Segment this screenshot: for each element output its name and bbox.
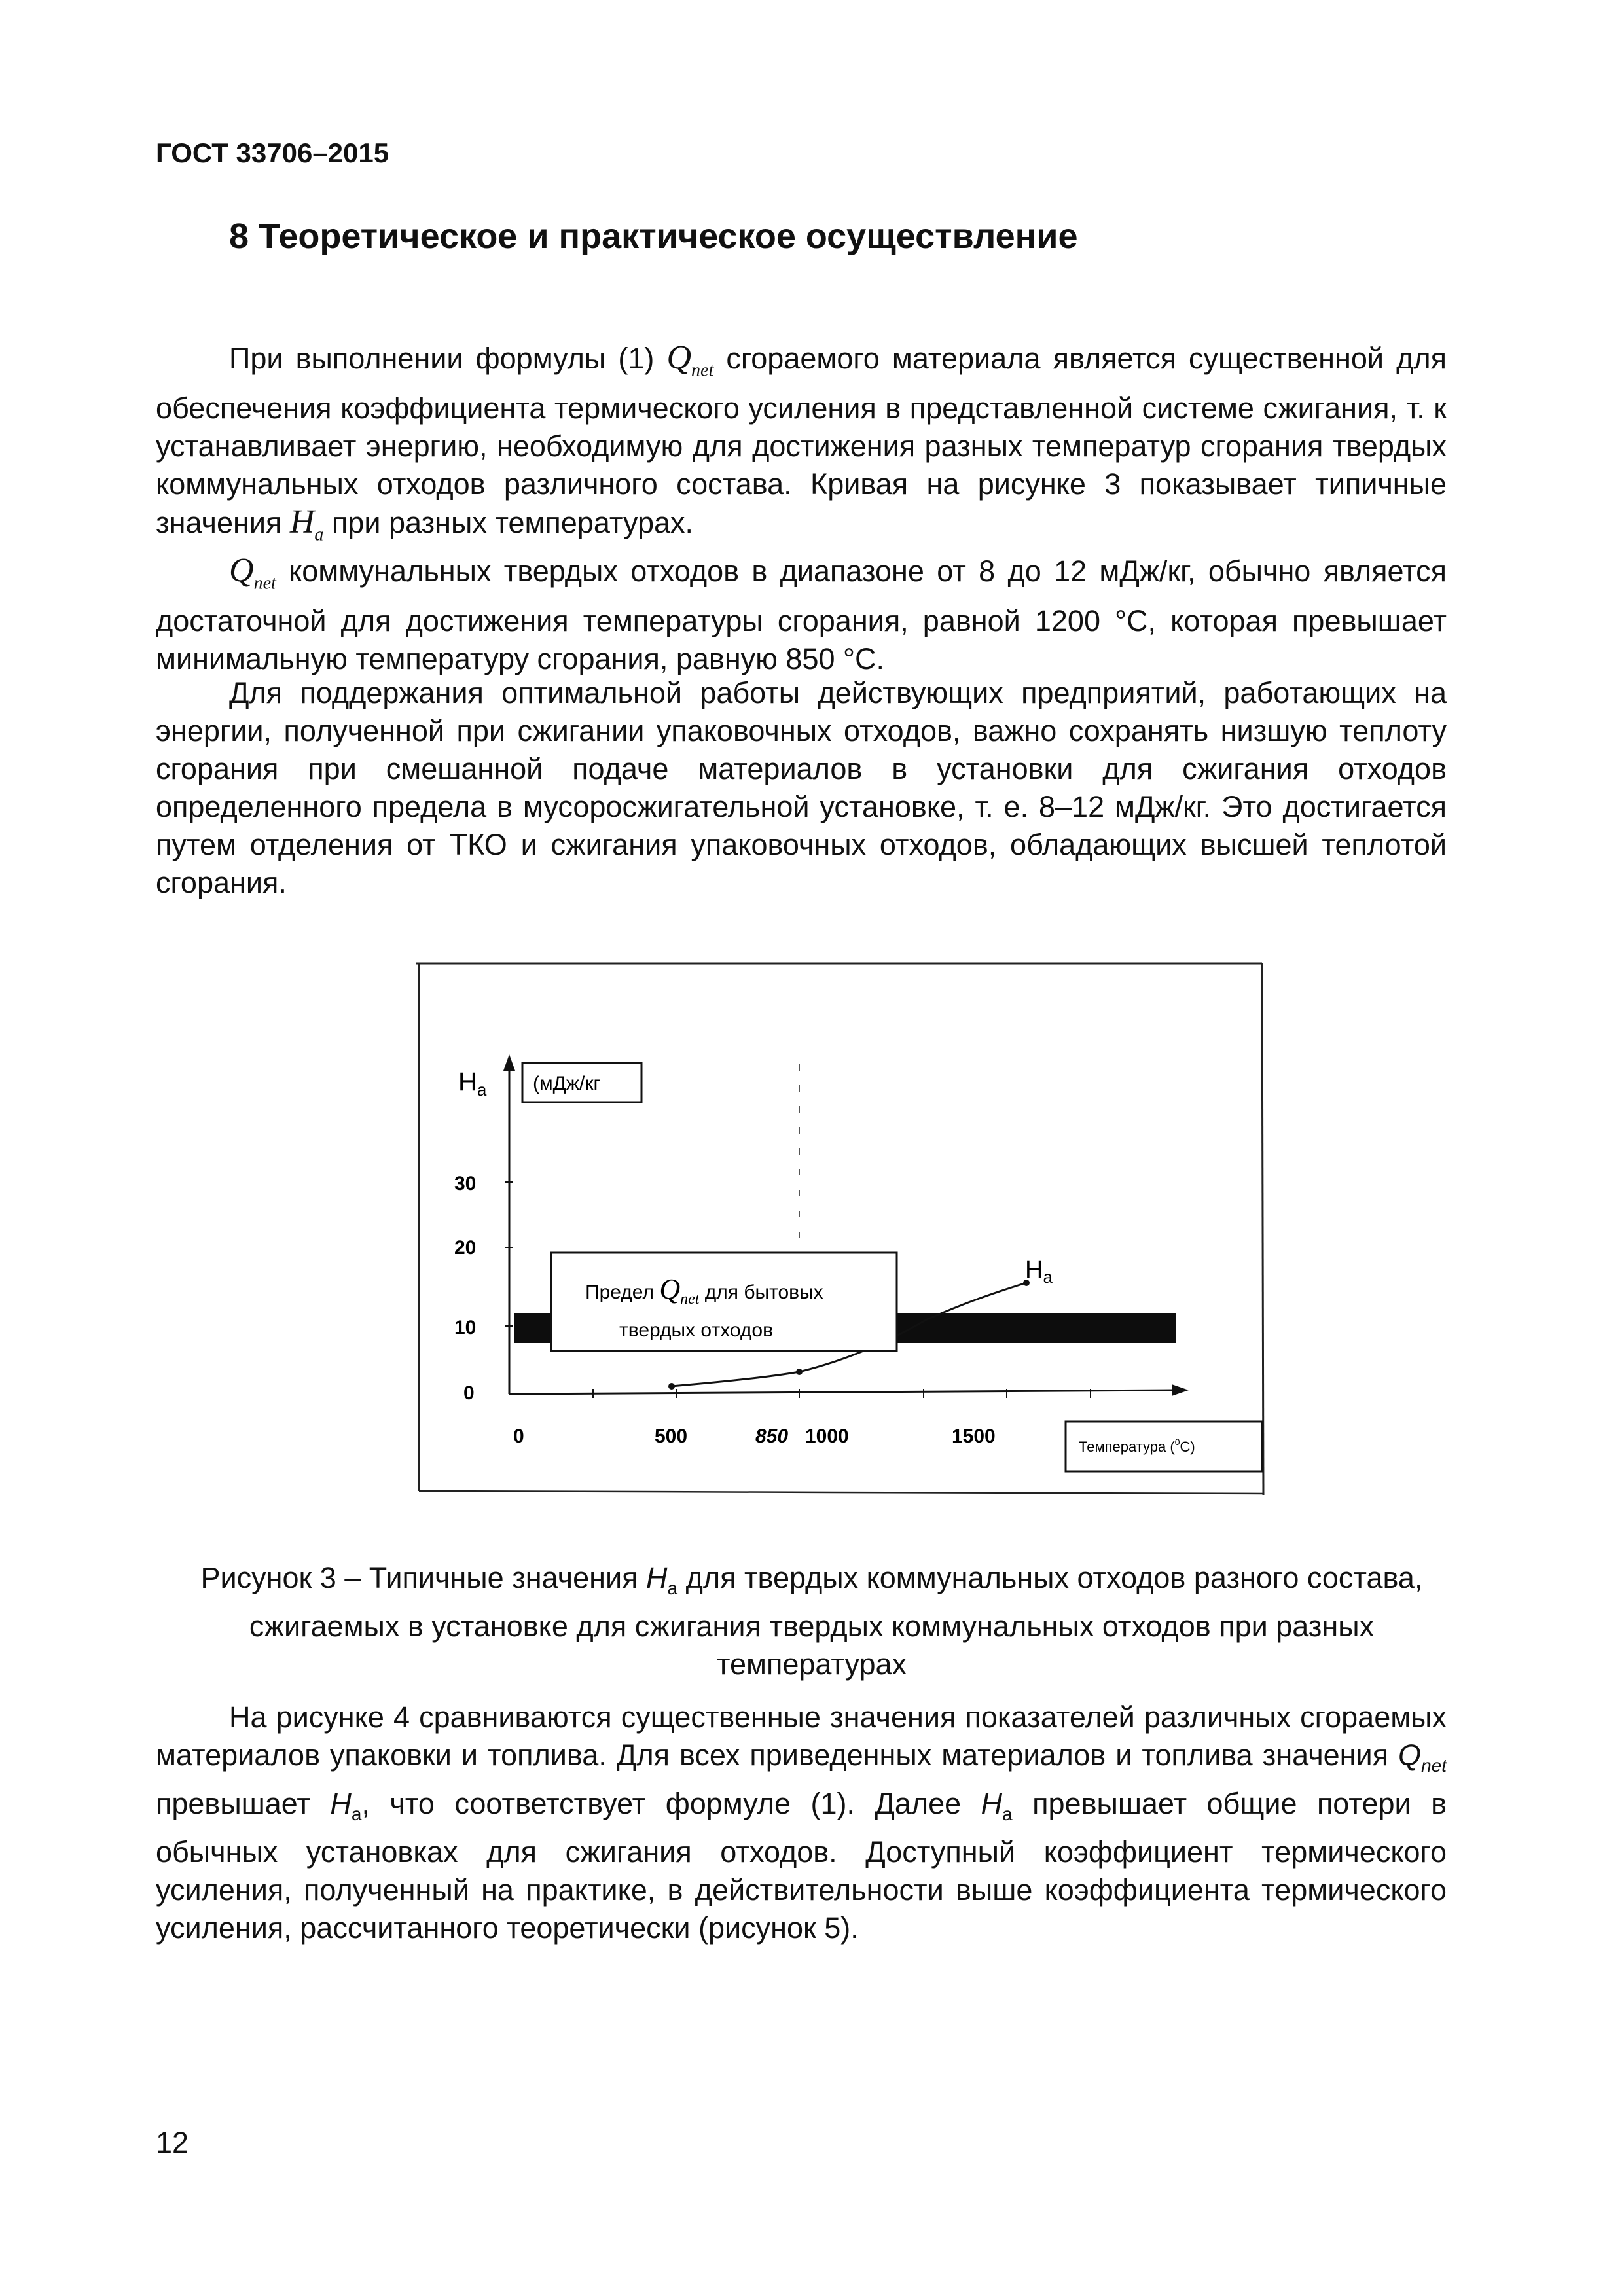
q-net-symbol: $Q_{net}$ xyxy=(666,339,714,381)
figure-3-graphic xyxy=(416,960,1267,1496)
h-a-symbol: $H_a$ xyxy=(330,1787,362,1824)
qnet-legend-line-1: Предел $Q_{net}$ для бытовых xyxy=(585,1273,823,1308)
y-axis-label: $H_a$ xyxy=(458,1067,487,1100)
h-a-symbol: $H_a$ xyxy=(981,1787,1013,1824)
p2-text: коммунальных твердых отходов в диапазоне от 8 до 12 мДж/кг, обычно является достаточной для достижения температуры сгорания, равной 1200 °С, которая превышает минимальную температуру сгорания, равную 850 °С. xyxy=(156,554,1447,676)
h-a-symbol: $H_a$ xyxy=(645,1561,678,1598)
x-axis-label: Температура ($^0$С) xyxy=(1079,1437,1195,1455)
paragraph-1 xyxy=(156,339,1447,554)
ha-curve-label: $H_a$ xyxy=(1025,1256,1053,1287)
x-tick-label-1500: 1500 xyxy=(952,1426,996,1447)
frame-right xyxy=(1262,963,1263,1495)
y-axis-arrow xyxy=(503,1054,515,1071)
x-tick-label-500: 500 xyxy=(655,1426,688,1447)
y-tick-label-20: 20 xyxy=(454,1237,477,1259)
p4-text-c: , что соответствует формуле (1). Далее xyxy=(361,1787,981,1820)
caption-text-a: Рисунок 3 – Типичные значения xyxy=(200,1561,646,1594)
p4-text-d: превышает общие потери в обычных установках для сжигания отходов. Доступный коэффициент термического усиления, полученный на практике, в действительности выше коэффициента термического усиления, рассчитанного теоретически (рисунок 5). xyxy=(156,1787,1447,1945)
y-tick-label-30: 30 xyxy=(454,1173,477,1194)
ha-curve-point xyxy=(796,1369,803,1375)
section-heading: 8 Теоретическое и практическое осуществление xyxy=(229,217,1078,256)
p1-text-a: При выполнении формулы (1) xyxy=(229,342,667,375)
x-tick-label-850: 850 xyxy=(755,1426,789,1447)
paragraph-3 xyxy=(156,674,1447,902)
page-number: 12 xyxy=(156,2126,189,2159)
figure-3-caption xyxy=(156,1559,1468,1683)
p4-text-a: На рисунке 4 сравниваются существенные значения показателей различных сгораемых материалов упаковки и топлива. Для всех приведенных материалов и топлива значения xyxy=(156,1700,1447,1772)
x-tick-label-0: 0 xyxy=(513,1426,524,1447)
p1-text-c: при разных температурах. xyxy=(323,506,694,540)
q-net-symbol: $Q_{net}$ xyxy=(229,552,276,594)
p4-text-b: превышает xyxy=(156,1787,331,1820)
document-header: ГОСТ 33706–2015 xyxy=(156,137,389,168)
frame-bottom xyxy=(419,1491,1263,1494)
paragraph-4 xyxy=(156,1698,1447,1947)
y-unit-label: (мДж/кг xyxy=(533,1073,601,1094)
x-axis xyxy=(509,1390,1174,1394)
x-tick-label-1000: 1000 xyxy=(805,1426,849,1447)
figure-3 xyxy=(416,960,1267,1496)
q-net-symbol: $Q_{net}$ xyxy=(1398,1738,1447,1776)
h-a-symbol: $H_a$ xyxy=(289,503,324,545)
qnet-legend-line-2: твердых отходов xyxy=(619,1319,774,1341)
x-axis-arrow xyxy=(1172,1384,1189,1396)
y-tick-label-0: 0 xyxy=(463,1382,475,1404)
ha-curve-point xyxy=(668,1383,675,1390)
caption-text-b: для твердых коммунальных отходов разного состава, сжигаемых в установке для сжигания твердых коммунальных отходов при разных температурах xyxy=(249,1561,1423,1681)
paragraph-2 xyxy=(156,552,1447,678)
y-tick-label-10: 10 xyxy=(454,1317,477,1338)
p1-text-b: сгораемого материала является существенной для обеспечения коэффициента термического усиления в представленной системе сжигания, т. к устанавливает энергию, необходимую для достижения разных температур сгорания твердых коммунальных отходов различного состава. Кривая на рисунке 3 показывает типичные значения xyxy=(156,342,1447,540)
p3-text: Для поддержания оптимальной работы действующих предприятий, работающих на энергии, полученной при сжигании упаковочных отходов, важно сохранять низшую теплоту сгорания при смешанной подаче материалов в установки для сжигания отходов определенного предела в мусоросжигательной установке, т. е. 8–12 мДж/кг. Это достигается путем отделения от ТКО и сжигания упаковочных отходов, обладающих высшей теплотой сгорания. xyxy=(156,676,1447,899)
